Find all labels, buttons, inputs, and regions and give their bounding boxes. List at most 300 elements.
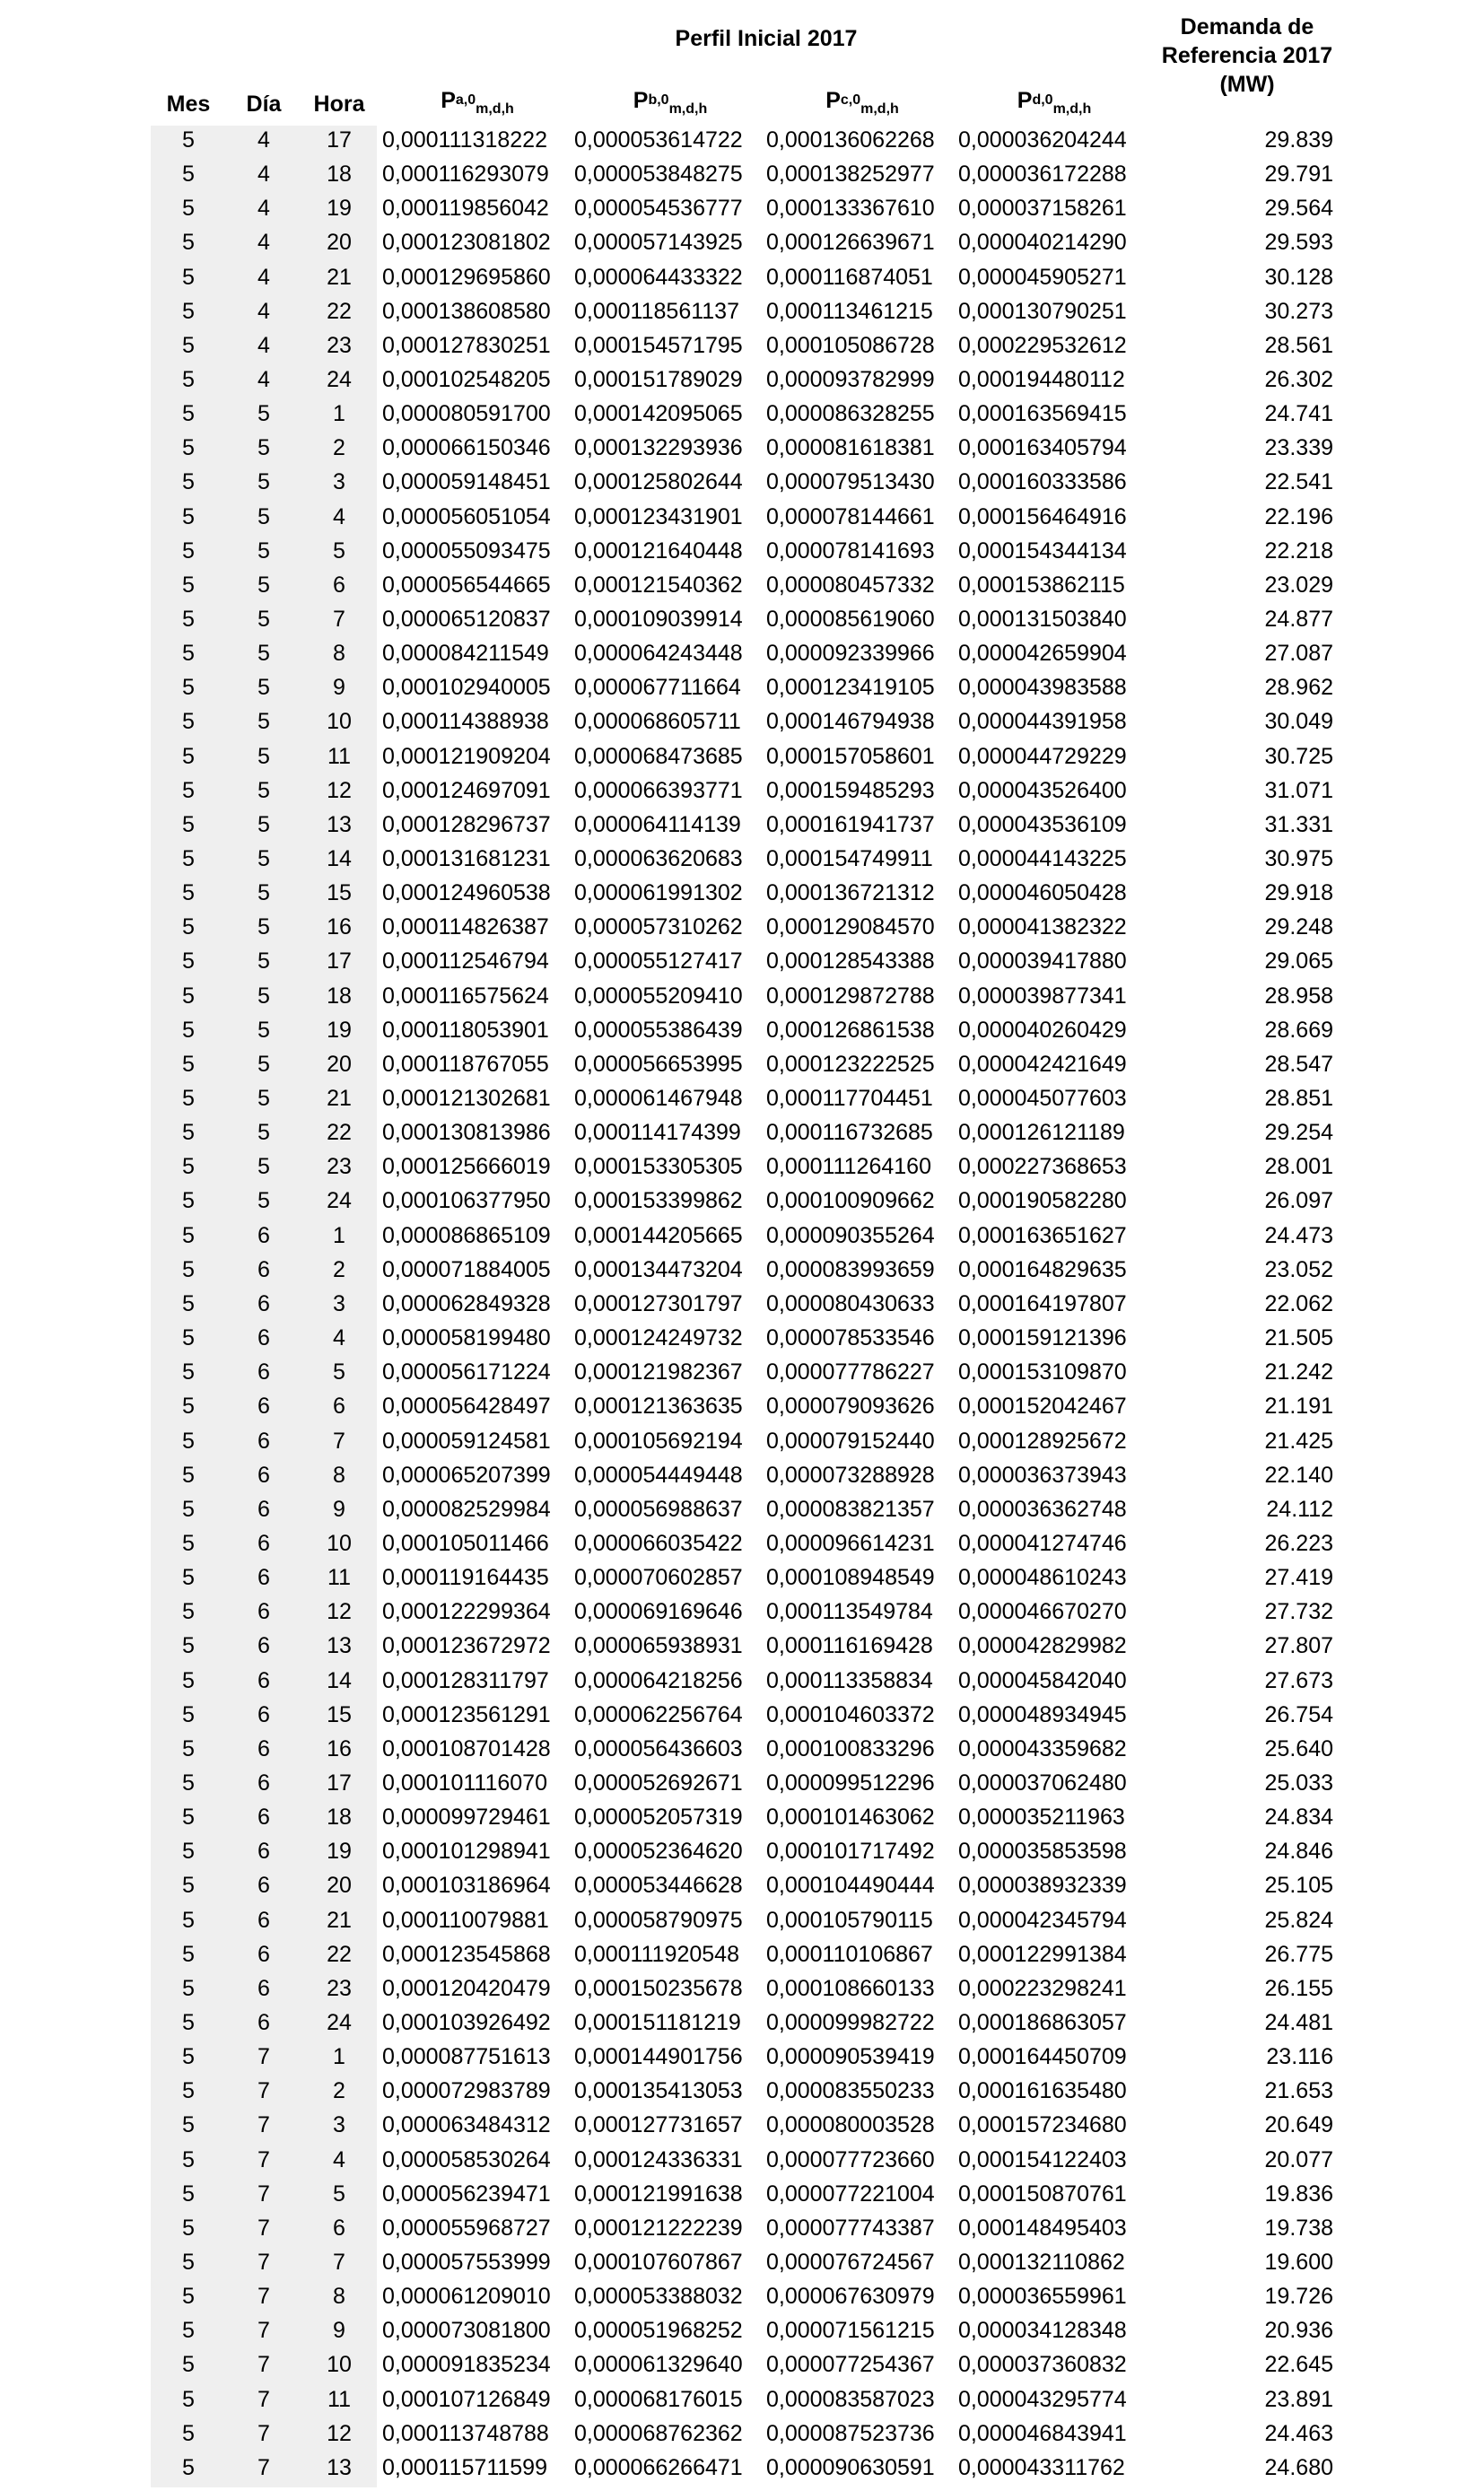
cell-hora: 14	[327, 846, 352, 872]
table-row	[0, 2076, 1484, 2105]
cell-dia: 6	[258, 1633, 270, 1659]
cell-pc: 0,000116874051	[766, 264, 933, 290]
cell-pc: 0,000111264160	[766, 1154, 931, 1180]
cell-pc: 0,000077221004	[766, 2181, 935, 2207]
cell-mes: 5	[182, 1394, 195, 1420]
cell-dia: 5	[258, 846, 270, 872]
cell-hora: 22	[327, 1941, 352, 1967]
cell-pa: 0,000118053901	[382, 1017, 549, 1043]
cell-hora: 2	[333, 435, 345, 461]
cell-mes: 5	[182, 641, 195, 667]
cell-pb: 0,000053446628	[574, 1873, 743, 1899]
table-row	[0, 707, 1484, 736]
cell-dia: 6	[258, 1667, 270, 1693]
pd-header	[958, 86, 1150, 118]
cell-dia: 6	[258, 1325, 270, 1351]
cell-pa: 0,000128311797	[382, 1667, 549, 1693]
table-row	[0, 1871, 1484, 1900]
cell-pa: 0,000112546794	[382, 948, 549, 975]
cell-pd: 0,000163651627	[958, 1222, 1127, 1248]
cell-pd: 0,000157234680	[958, 2112, 1127, 2138]
cell-pc: 0,000073288928	[766, 1462, 935, 1488]
cell-pa: 0,000056239471	[382, 2181, 551, 2207]
cell-dia: 4	[258, 264, 270, 290]
cell-dia: 5	[258, 948, 270, 975]
cell-hora: 10	[327, 2352, 352, 2378]
cell-pa: 0,000125666019	[382, 1154, 551, 1180]
table-row	[0, 913, 1484, 941]
cell-pd: 0,000040260429	[958, 1017, 1127, 1043]
cell-hora: 1	[333, 2044, 345, 2070]
table-row	[0, 571, 1484, 599]
cell-hora: 5	[333, 538, 345, 564]
table-row	[0, 1700, 1484, 1729]
cell-mes: 5	[182, 1941, 195, 1967]
cell-dia: 7	[258, 2249, 270, 2275]
cell-dia: 5	[258, 1188, 270, 1214]
cell-pb: 0,000063620683	[574, 846, 743, 872]
cell-mes: 5	[182, 332, 195, 358]
cell-hora: 6	[333, 2215, 345, 2241]
cell-pd: 0,000036559961	[958, 2284, 1127, 2310]
table-row	[0, 1529, 1484, 1558]
cell-demanda: 28.561	[1264, 332, 1333, 358]
cell-dia: 6	[258, 1599, 270, 1625]
cell-mes: 5	[182, 675, 195, 701]
cell-pb: 0,000121363635	[574, 1394, 743, 1420]
cell-hora: 13	[327, 811, 352, 837]
cell-dia: 5	[258, 641, 270, 667]
cell-pb: 0,000058790975	[574, 1907, 743, 1933]
table-row	[0, 1906, 1484, 1935]
dia-header: Día	[246, 92, 282, 117]
cell-pd: 0,000160333586	[958, 469, 1127, 495]
cell-pb: 0,000134473204	[574, 1256, 743, 1282]
cell-demanda: 28.958	[1264, 983, 1333, 1009]
cell-hora: 6	[333, 572, 345, 598]
cell-pd: 0,000037158261	[958, 196, 1127, 222]
cell-pd: 0,000043536109	[958, 811, 1127, 837]
cell-pa: 0,000072983789	[382, 2078, 551, 2104]
cell-dia: 7	[258, 2352, 270, 2378]
cell-pa: 0,000130813986	[382, 1120, 551, 1146]
cell-pc: 0,000071561215	[766, 2318, 935, 2344]
cell-demanda: 23.052	[1264, 1256, 1333, 1282]
cell-demanda: 28.669	[1264, 1017, 1333, 1043]
cell-pc: 0,000077743387	[766, 2215, 935, 2241]
cell-mes: 5	[182, 2386, 195, 2412]
cell-demanda: 29.065	[1264, 948, 1333, 975]
cell-pc: 0,000090539419	[766, 2044, 935, 2070]
cell-hora: 22	[327, 1120, 352, 1146]
table-row	[0, 878, 1484, 907]
cell-mes: 5	[182, 2215, 195, 2241]
cell-pc: 0,000110106867	[766, 1941, 933, 1967]
table-row	[0, 1974, 1484, 2003]
cell-pa: 0,000116293079	[382, 162, 549, 188]
cell-pb: 0,000054536777	[574, 196, 743, 222]
cell-mes: 5	[182, 1188, 195, 1214]
cell-demanda: 28.962	[1264, 675, 1333, 701]
cell-demanda: 19.836	[1264, 2181, 1333, 2207]
cell-pa: 0,000121909204	[382, 743, 551, 769]
cell-mes: 5	[182, 469, 195, 495]
cell-pd: 0,000223298241	[958, 1975, 1127, 2001]
table-row	[0, 1563, 1484, 1592]
cell-demanda: 31.071	[1264, 777, 1333, 803]
cell-pd: 0,000041382322	[958, 914, 1127, 940]
demanda-header-line3: (MW)	[1219, 72, 1275, 97]
table-row	[0, 1016, 1484, 1044]
cell-pc: 0,000078533546	[766, 1325, 935, 1351]
cell-pc: 0,000080457332	[766, 572, 935, 598]
cell-hora: 19	[327, 1017, 352, 1043]
cell-pd: 0,000153109870	[958, 1359, 1127, 1385]
cell-pc: 0,000077254367	[766, 2352, 935, 2378]
cell-demanda: 25.640	[1264, 1735, 1333, 1761]
cell-demanda: 23.891	[1264, 2386, 1333, 2412]
cell-dia: 6	[258, 1462, 270, 1488]
cell-pc: 0,000108660133	[766, 1975, 935, 2001]
cell-pc: 0,000105790115	[766, 1907, 933, 1933]
cell-mes: 5	[182, 914, 195, 940]
cell-pd: 0,000190582280	[958, 1188, 1127, 1214]
cell-pb: 0,000054449448	[574, 1462, 743, 1488]
cell-pd: 0,000154122403	[958, 2146, 1127, 2172]
table-row	[0, 228, 1484, 257]
cell-pc: 0,000154749911	[766, 846, 933, 872]
table-row	[0, 2042, 1484, 2071]
cell-pa: 0,000058530264	[382, 2146, 551, 2172]
cell-hora: 10	[327, 709, 352, 735]
cell-pc: 0,000099982722	[766, 2009, 935, 2035]
cell-pa: 0,000114826387	[382, 914, 549, 940]
cell-pa: 0,000131681231	[382, 846, 551, 872]
cell-pb: 0,000068605711	[574, 709, 741, 735]
cell-mes: 5	[182, 1120, 195, 1146]
cell-hora: 8	[333, 641, 345, 667]
cell-dia: 7	[258, 2318, 270, 2344]
cell-pa: 0,000115711599	[382, 2454, 547, 2480]
pd-header-sup: d,0	[1032, 92, 1053, 108]
cell-demanda: 24.463	[1264, 2420, 1333, 2446]
cell-pc: 0,000123419105	[766, 675, 935, 701]
cell-pb: 0,000144901756	[574, 2044, 743, 2070]
cell-pb: 0,000127301797	[574, 1290, 743, 1316]
cell-dia: 5	[258, 1086, 270, 1112]
cell-pa: 0,000065120837	[382, 607, 551, 633]
cell-dia: 7	[258, 2420, 270, 2446]
cell-pd: 0,000161635480	[958, 2078, 1127, 2104]
cell-hora: 22	[327, 298, 352, 324]
table-row	[0, 1152, 1484, 1181]
pc-header-base: P	[825, 88, 841, 113]
cell-dia: 6	[258, 1975, 270, 2001]
cell-pd: 0,000227368653	[958, 1154, 1127, 1180]
cell-mes: 5	[182, 1086, 195, 1112]
cell-pb: 0,000154571795	[574, 332, 743, 358]
table-row	[0, 810, 1484, 839]
cell-mes: 5	[182, 2181, 195, 2207]
cell-demanda: 20.649	[1264, 2112, 1333, 2138]
cell-pd: 0,000036362748	[958, 1496, 1127, 1522]
table-row	[0, 1735, 1484, 1763]
cell-pc: 0,000157058601	[766, 743, 935, 769]
cell-demanda: 29.918	[1264, 880, 1333, 906]
pb-header-base: P	[633, 88, 649, 113]
cell-pb: 0,000068473685	[574, 743, 743, 769]
cell-mes: 5	[182, 1975, 195, 2001]
cell-demanda: 29.564	[1264, 196, 1333, 222]
cell-pa: 0,000116575624	[382, 983, 549, 1009]
cell-dia: 6	[258, 1428, 270, 1454]
cell-mes: 5	[182, 1359, 195, 1385]
cell-dia: 4	[258, 298, 270, 324]
table-row	[0, 365, 1484, 394]
cell-pd: 0,000046843941	[958, 2420, 1127, 2446]
cell-dia: 7	[258, 2386, 270, 2412]
cell-mes: 5	[182, 846, 195, 872]
cell-pd: 0,000037062480	[958, 1770, 1127, 1796]
cell-pb: 0,000055386439	[574, 1017, 743, 1043]
cell-pc: 0,000083993659	[766, 1256, 935, 1282]
table-row	[0, 1666, 1484, 1695]
table-row	[0, 503, 1484, 531]
hora-header: Hora	[313, 92, 365, 117]
cell-hora: 10	[327, 1530, 352, 1556]
table-row	[0, 1324, 1484, 1352]
cell-pd: 0,000039877341	[958, 983, 1127, 1009]
cell-mes: 5	[182, 1770, 195, 1796]
table-row	[0, 2008, 1484, 2037]
cell-pc: 0,000113461215	[766, 298, 933, 324]
cell-pd: 0,000040214290	[958, 230, 1127, 256]
cell-pd: 0,000039417880	[958, 948, 1127, 975]
cell-mes: 5	[182, 1462, 195, 1488]
cell-hora: 7	[333, 607, 345, 633]
cell-hora: 6	[333, 1394, 345, 1420]
cell-demanda: 29.254	[1264, 1120, 1333, 1146]
pb-header-sub: m,d,h	[668, 101, 708, 117]
cell-hora: 2	[333, 2078, 345, 2104]
cell-pc: 0,000099512296	[766, 1770, 935, 1796]
cell-demanda: 28.001	[1264, 1154, 1333, 1180]
cell-hora: 9	[333, 1496, 345, 1522]
cell-mes: 5	[182, 2112, 195, 2138]
cell-dia: 6	[258, 1290, 270, 1316]
cell-hora: 17	[327, 948, 352, 975]
cell-dia: 6	[258, 1394, 270, 1420]
cell-pd: 0,000045077603	[958, 1086, 1127, 1112]
cell-pa: 0,000059148451	[382, 469, 551, 495]
cell-pc: 0,000138252977	[766, 162, 935, 188]
cell-mes: 5	[182, 230, 195, 256]
cell-pa: 0,000118767055	[382, 1051, 549, 1077]
cell-dia: 5	[258, 675, 270, 701]
cell-mes: 5	[182, 1805, 195, 1831]
cell-pd: 0,000159121396	[958, 1325, 1127, 1351]
cell-demanda: 26.754	[1264, 1701, 1333, 1727]
cell-hora: 20	[327, 230, 352, 256]
cell-mes: 5	[182, 2454, 195, 2480]
cell-pb: 0,000055209410	[574, 983, 743, 1009]
cell-pd: 0,000038932339	[958, 1873, 1127, 1899]
cell-mes: 5	[182, 1735, 195, 1761]
cell-dia: 5	[258, 538, 270, 564]
table-row	[0, 1358, 1484, 1386]
pd-header-base: P	[1017, 88, 1033, 113]
cell-pd: 0,000152042467	[958, 1394, 1127, 1420]
cell-mes: 5	[182, 2044, 195, 2070]
table-row	[0, 2214, 1484, 2242]
cell-pb: 0,000105692194	[574, 1428, 743, 1454]
cell-mes: 5	[182, 1565, 195, 1591]
cell-demanda: 22.062	[1264, 1290, 1333, 1316]
cell-pc: 0,000078144661	[766, 503, 935, 529]
cell-dia: 6	[258, 1530, 270, 1556]
cell-dia: 5	[258, 1154, 270, 1180]
cell-pd: 0,000048610243	[958, 1565, 1127, 1591]
cell-hora: 23	[327, 1975, 352, 2001]
cell-demanda: 24.877	[1264, 607, 1333, 633]
cell-hora: 5	[333, 2181, 345, 2207]
cell-pa: 0,000057553999	[382, 2249, 551, 2275]
table-row	[0, 1118, 1484, 1147]
cell-pc: 0,000113549784	[766, 1599, 933, 1625]
cell-hora: 3	[333, 2112, 345, 2138]
cell-pd: 0,000042345794	[958, 1907, 1127, 1933]
cell-demanda: 27.419	[1264, 1565, 1333, 1591]
cell-pa: 0,000055093475	[382, 538, 551, 564]
table-row	[0, 1769, 1484, 1797]
cell-dia: 6	[258, 1770, 270, 1796]
cell-dia: 7	[258, 2454, 270, 2480]
cell-demanda: 26.302	[1264, 367, 1333, 392]
cell-hora: 15	[327, 880, 352, 906]
cell-pb: 0,000118561137	[574, 298, 739, 324]
cell-pa: 0,000123545868	[382, 1941, 551, 1967]
cell-mes: 5	[182, 2146, 195, 2172]
cell-pd: 0,000154344134	[958, 538, 1127, 564]
cell-pd: 0,000122991384	[958, 1941, 1127, 1967]
cell-pb: 0,000070602857	[574, 1565, 743, 1591]
cell-pc: 0,000085619060	[766, 607, 935, 633]
cell-mes: 5	[182, 1222, 195, 1248]
table-row	[0, 2419, 1484, 2448]
cell-pd: 0,000046050428	[958, 880, 1127, 906]
cell-dia: 6	[258, 1873, 270, 1899]
cell-pa: 0,000056428497	[382, 1394, 551, 1420]
cell-pa: 0,000073081800	[382, 2318, 551, 2344]
cell-mes: 5	[182, 2078, 195, 2104]
cell-mes: 5	[182, 1017, 195, 1043]
cell-mes: 5	[182, 401, 195, 427]
table-row	[0, 1186, 1484, 1215]
table-row	[0, 297, 1484, 326]
cell-hora: 20	[327, 1873, 352, 1899]
cell-pa: 0,000087751613	[382, 2044, 551, 2070]
cell-dia: 7	[258, 2181, 270, 2207]
cell-dia: 6	[258, 1256, 270, 1282]
cell-dia: 5	[258, 1051, 270, 1077]
cell-pd: 0,000132110862	[958, 2249, 1125, 2275]
cell-dia: 5	[258, 811, 270, 837]
cell-pc: 0,000079093626	[766, 1394, 935, 1420]
cell-pc: 0,000087523736	[766, 2420, 935, 2446]
cell-mes: 5	[182, 1599, 195, 1625]
cell-pb: 0,000057143925	[574, 230, 743, 256]
demanda-header-line2: Referencia 2017	[1161, 43, 1333, 68]
cell-hora: 7	[333, 2249, 345, 2275]
cell-pb: 0,000068762362	[574, 2420, 743, 2446]
cell-pd: 0,000035853598	[958, 1839, 1127, 1865]
cell-dia: 5	[258, 1120, 270, 1146]
cell-pb: 0,000125802644	[574, 469, 743, 495]
cell-dia: 6	[258, 1805, 270, 1831]
table-row	[0, 2248, 1484, 2277]
mes-header: Mes	[166, 92, 211, 117]
cell-mes: 5	[182, 2249, 195, 2275]
cell-hora: 2	[333, 1256, 345, 1282]
table-row	[0, 2385, 1484, 2414]
cell-pb: 0,000111920548	[574, 1941, 739, 1967]
cell-demanda: 24.741	[1264, 401, 1333, 427]
cell-dia: 4	[258, 196, 270, 222]
cell-pc: 0,000078141693	[766, 538, 935, 564]
cell-pa: 0,000058199480	[382, 1325, 551, 1351]
cell-pb: 0,000052364620	[574, 1839, 743, 1865]
cell-pd: 0,000041274746	[958, 1530, 1127, 1556]
cell-demanda: 23.339	[1264, 435, 1333, 461]
cell-pd: 0,000035211963	[958, 1805, 1125, 1831]
cell-hora: 24	[327, 2009, 352, 2035]
cell-pb: 0,000066393771	[574, 777, 743, 803]
cell-pd: 0,000034128348	[958, 2318, 1127, 2344]
cell-mes: 5	[182, 777, 195, 803]
cell-hora: 3	[333, 469, 345, 495]
cell-hora: 1	[333, 401, 345, 427]
pc-header-sub: m,d,h	[860, 101, 899, 117]
cell-pc: 0,000077786227	[766, 1359, 935, 1385]
pc-header-sup: c,0	[840, 92, 861, 108]
cell-pa: 0,000084211549	[382, 641, 549, 667]
cell-pb: 0,000055127417	[574, 948, 743, 975]
cell-pc: 0,000090355264	[766, 1222, 935, 1248]
table-row	[0, 2453, 1484, 2482]
cell-pa: 0,000091835234	[382, 2352, 551, 2378]
table-row	[0, 126, 1484, 154]
cell-pd: 0,000037360832	[958, 2352, 1127, 2378]
cell-pa: 0,000123081802	[382, 230, 551, 256]
pb-header-sup: b,0	[648, 92, 669, 108]
cell-hora: 12	[327, 777, 352, 803]
cell-pc: 0,000077723660	[766, 2146, 935, 2172]
cell-dia: 6	[258, 1907, 270, 1933]
cell-demanda: 27.732	[1264, 1599, 1333, 1625]
table-row	[0, 1289, 1484, 1318]
cell-pd: 0,000163405794	[958, 435, 1127, 461]
cell-hora: 13	[327, 1633, 352, 1659]
cell-dia: 5	[258, 503, 270, 529]
cell-pd: 0,000163569415	[958, 401, 1127, 427]
cell-mes: 5	[182, 1154, 195, 1180]
pd-header-sub: m,d,h	[1052, 101, 1092, 117]
cell-dia: 5	[258, 1017, 270, 1043]
table-row	[0, 1940, 1484, 1969]
cell-mes: 5	[182, 880, 195, 906]
cell-pa: 0,000123561291	[382, 1701, 551, 1727]
cell-pb: 0,000056653995	[574, 1051, 743, 1077]
